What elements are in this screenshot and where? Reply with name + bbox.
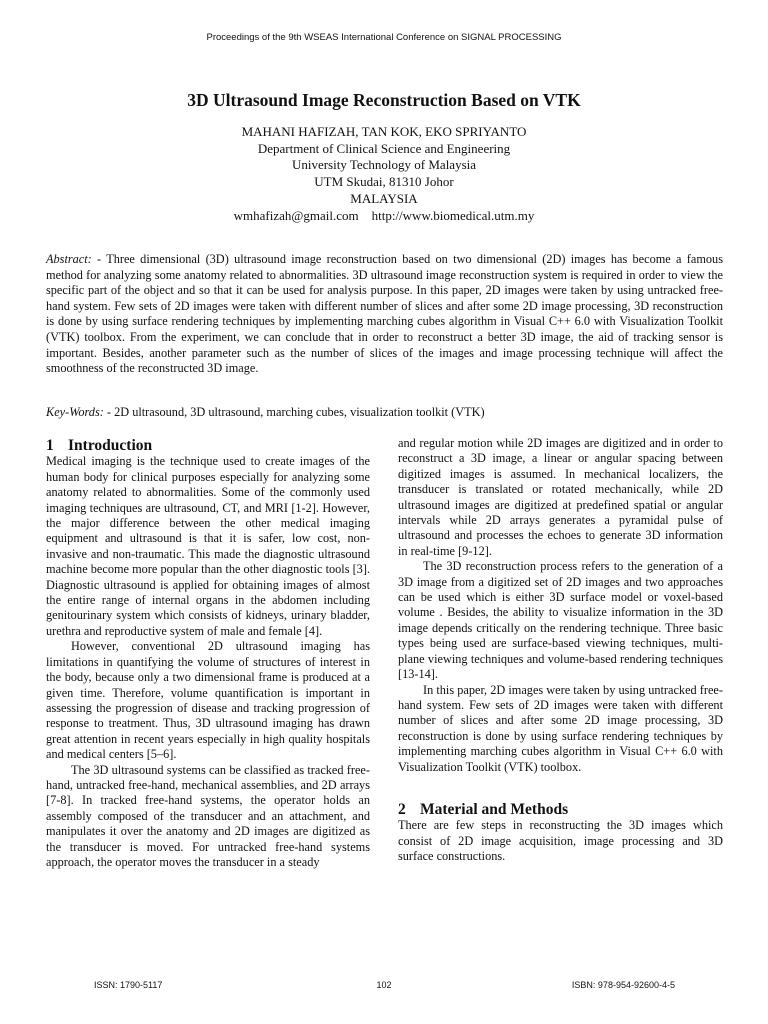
abstract-label: Abstract: [46,252,92,266]
university: University Technology of Malaysia [291,157,477,173]
paragraph: The 3D ultrasound systems can be classified as tracked free-hand, untracked free-hand, mechanical assemblies, and 2D arrays [7-8]. In tracked free-hand systems, the operator holds an assembly composed of the transducer and an attachment, and manipulates it over the anatomy and 2D images are digitized as the transducer is moved. For untracked free-hand systems approach, the operator moves the transducer in a steady [46,762,370,869]
section-number: 2 [398,800,406,818]
paper-title: 3D Ultrasound Image Reconstruction Based on VTK [187,90,581,110]
section-title: Introduction [68,437,153,454]
abstract-text: - Three dimensional (3D) ultrasound image reconstruction based on two dimensional (2D) images has become a famous method for analyzing some anatomy related to abnormalities. 3D ultrasound image reconstruction system is required in order to view the specific part of the object and so that it can be used for analysis purpose. In this paper, 2D images were taken by using untracked free-hand system. Few sets of 2D images were taken with different number of slices and after some 2D image processing, 3D reconstruction is done by using surface rendering techniques by implementing marching cubes algorithm in Visual C++ 6.0 with Visualization Toolkit (VTK) toolbox. From the experiment, we can conclude that in order to reconstruct a better 3D image, the aid of tracking sensor is important. Besides, another parameter such as the number of slices of the images and image processing technique will affect the smoothness of the reconstructed 3D image. [46,252,723,376]
website-url: http://www.biomedical.utm.my [371,207,535,223]
contact-line [0,208,768,225]
section-heading-methods [398,802,723,817]
section-number: 1 [46,437,54,454]
paragraph: and regular motion while 2D images are digitized and in order to reconstruct a 3D image, a linear or angular spacing between digitized images is assumed. In mechanical localizers, the transducer is translated or rotated mechanically, while 2D ultrasound images are digitized at predefined spatial or angular intervals while 2D arrays generates a pyramidal pulse of ultrasound and processes the echoes to generate 3D information in real-time [9-12]. [398,436,723,558]
section-title: Material and Methods [420,800,569,818]
keywords-text: - 2D ultrasound, 3D ultrasound, marching cubes, visualization toolkit (VTK) [103,405,485,419]
keywords [46,405,723,421]
abstract [46,252,723,377]
email: wmhafizah@gmail.com [233,207,359,223]
paragraph: Medical imaging is the technique used to create images of the human body for clinical purposes especially for analyzing some anatomy related to abnormalities. Some of the commonly used imaging techniques are ultrasound, CT, and MRI [1-2]. However, the major difference between the other medical imaging equipment and ultrasound is that it is safer, low cost, non-invasive and non-traumatic. This made the diagnostic ultrasound machine become more popular than the other diagnostic tools [3]. Diagnostic ultrasound is applied for obtaining images of almost the entire range of internal organs in the abdomen including genitourinary system which consists of kidneys, urinary bladder, urethra and reproductive system of male and female [4]. [46,454,370,638]
column-right [398,436,723,865]
running-header: Proceedings of the 9th WSEAS International Conference on SIGNAL PROCESSING [206,32,562,43]
paragraph: However, conventional 2D ultrasound imaging has limitations in quantifying the volume of structures of interest in the body, because only a two dimensional frame is produced at a given time. Therefore, volume quantification is important in assessing the progression of disease and tracking progression of response to treatment. Thus, 3D ultrasound imaging has drawn great attention in recent years especially in high quality hospitals and medical centers [5–6]. [46,639,370,762]
location: UTM Skudai, 81310 Johor [314,174,454,190]
paragraph: In this paper, 2D images were taken by using untracked free-hand system. Few sets of 2D images were taken with different number of slices and after some 2D image processing, 3D reconstruction is done by using surface rendering techniques by implementing marching cubes algorithm in Visual C++ 6.0 with Visualization Toolkit (VTK) toolbox. [398,682,723,774]
author-block [0,124,768,224]
paragraph: The 3D reconstruction process refers to the generation of a 3D image from a digitized set of 2D images and two approaches can be used which is either 3D surface model or voxel-based volume . Besides, the ability to visualize information in the 3D image depends critically on the rendering technique. Three basic types being used are surface-based viewing techniques, multi-plane viewing techniques and volume-based rendering techniques [13-14]. [398,559,723,682]
column-left [46,438,370,870]
authors: MAHANI HAFIZAH, TAN KOK, EKO SPRIYANTO [241,124,527,139]
paragraph: There are few steps in reconstructing the 3D images which consist of 2D image acquisition, image processing and 3D surface constructions. [398,818,723,864]
keywords-label: Key-Words: [46,405,104,419]
department: Department of Clinical Science and Engineering [257,140,511,156]
footer-issn: ISSN: 1790-5117 [94,980,163,990]
footer-isbn: ISBN: 978-954-92600-4-5 [571,980,675,990]
country: MALAYSIA [350,190,418,206]
page-number: 102 [376,980,392,990]
section-heading-introduction [46,438,370,453]
